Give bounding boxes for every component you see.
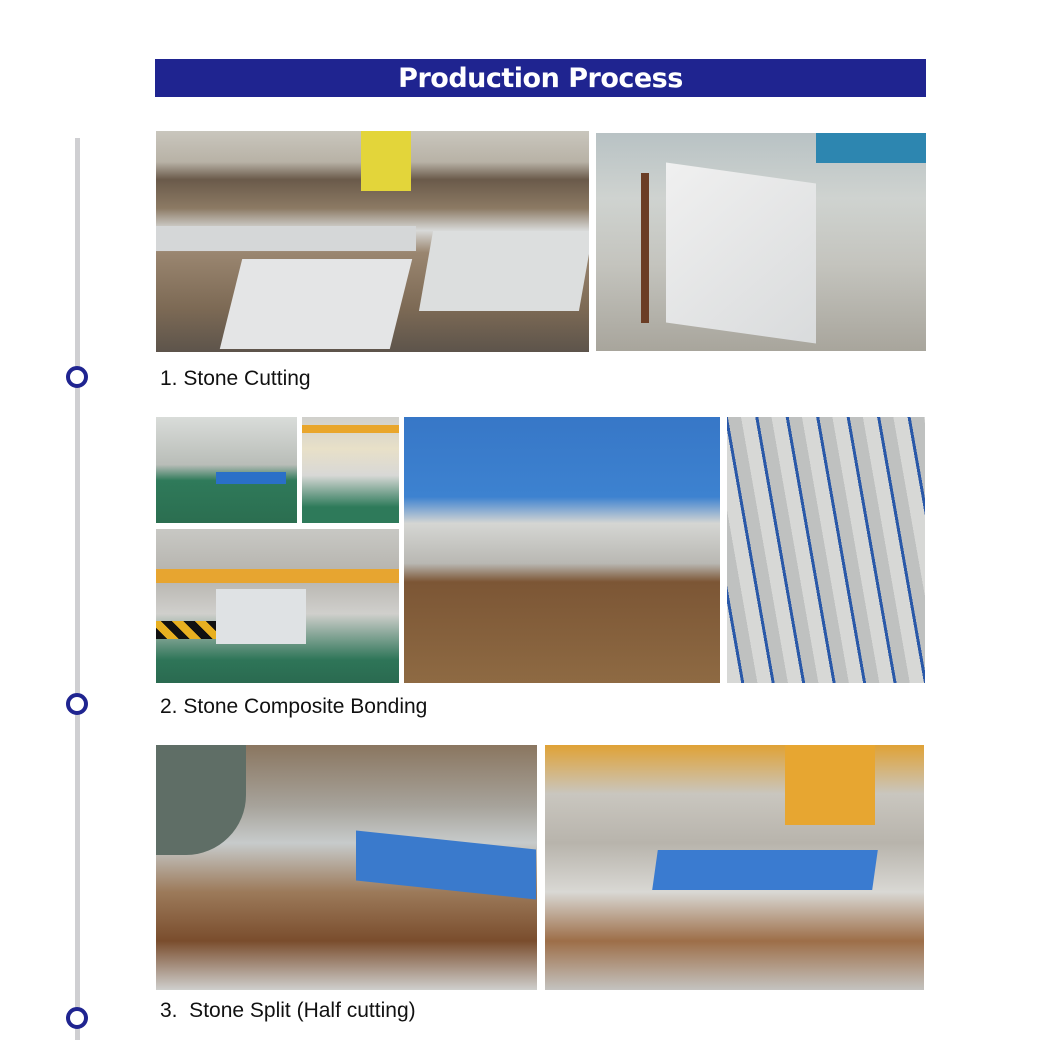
timeline-dot-step-1 [66, 366, 88, 388]
photo-composite-press-machine [156, 529, 399, 683]
section-title: Production Process [398, 62, 683, 94]
photo-marble-slabs-on-rack [596, 133, 926, 351]
timeline-dot-step-3 [66, 1007, 88, 1029]
timeline-line [75, 138, 80, 1040]
timeline-dot-step-2 [66, 693, 88, 715]
section-title-banner [155, 59, 926, 97]
photo-honeycomb-composite-panel-edge [404, 417, 720, 683]
photo-wrapped-panel-press [302, 417, 399, 523]
photo-half-cutting-machine [545, 745, 924, 990]
photo-splitting-saw-with-water [156, 745, 537, 990]
photo-stacked-honeycomb-panels [727, 417, 925, 683]
step-label-composite-bonding: 2. Stone Composite Bonding [160, 695, 428, 718]
photo-bonding-workshop [156, 417, 297, 523]
step-label-stone-cutting: 1. Stone Cutting [160, 367, 311, 390]
step-label-stone-split: 3. Stone Split (Half cutting) [160, 999, 416, 1022]
photo-bridge-saw-cutting-marble [156, 131, 589, 352]
